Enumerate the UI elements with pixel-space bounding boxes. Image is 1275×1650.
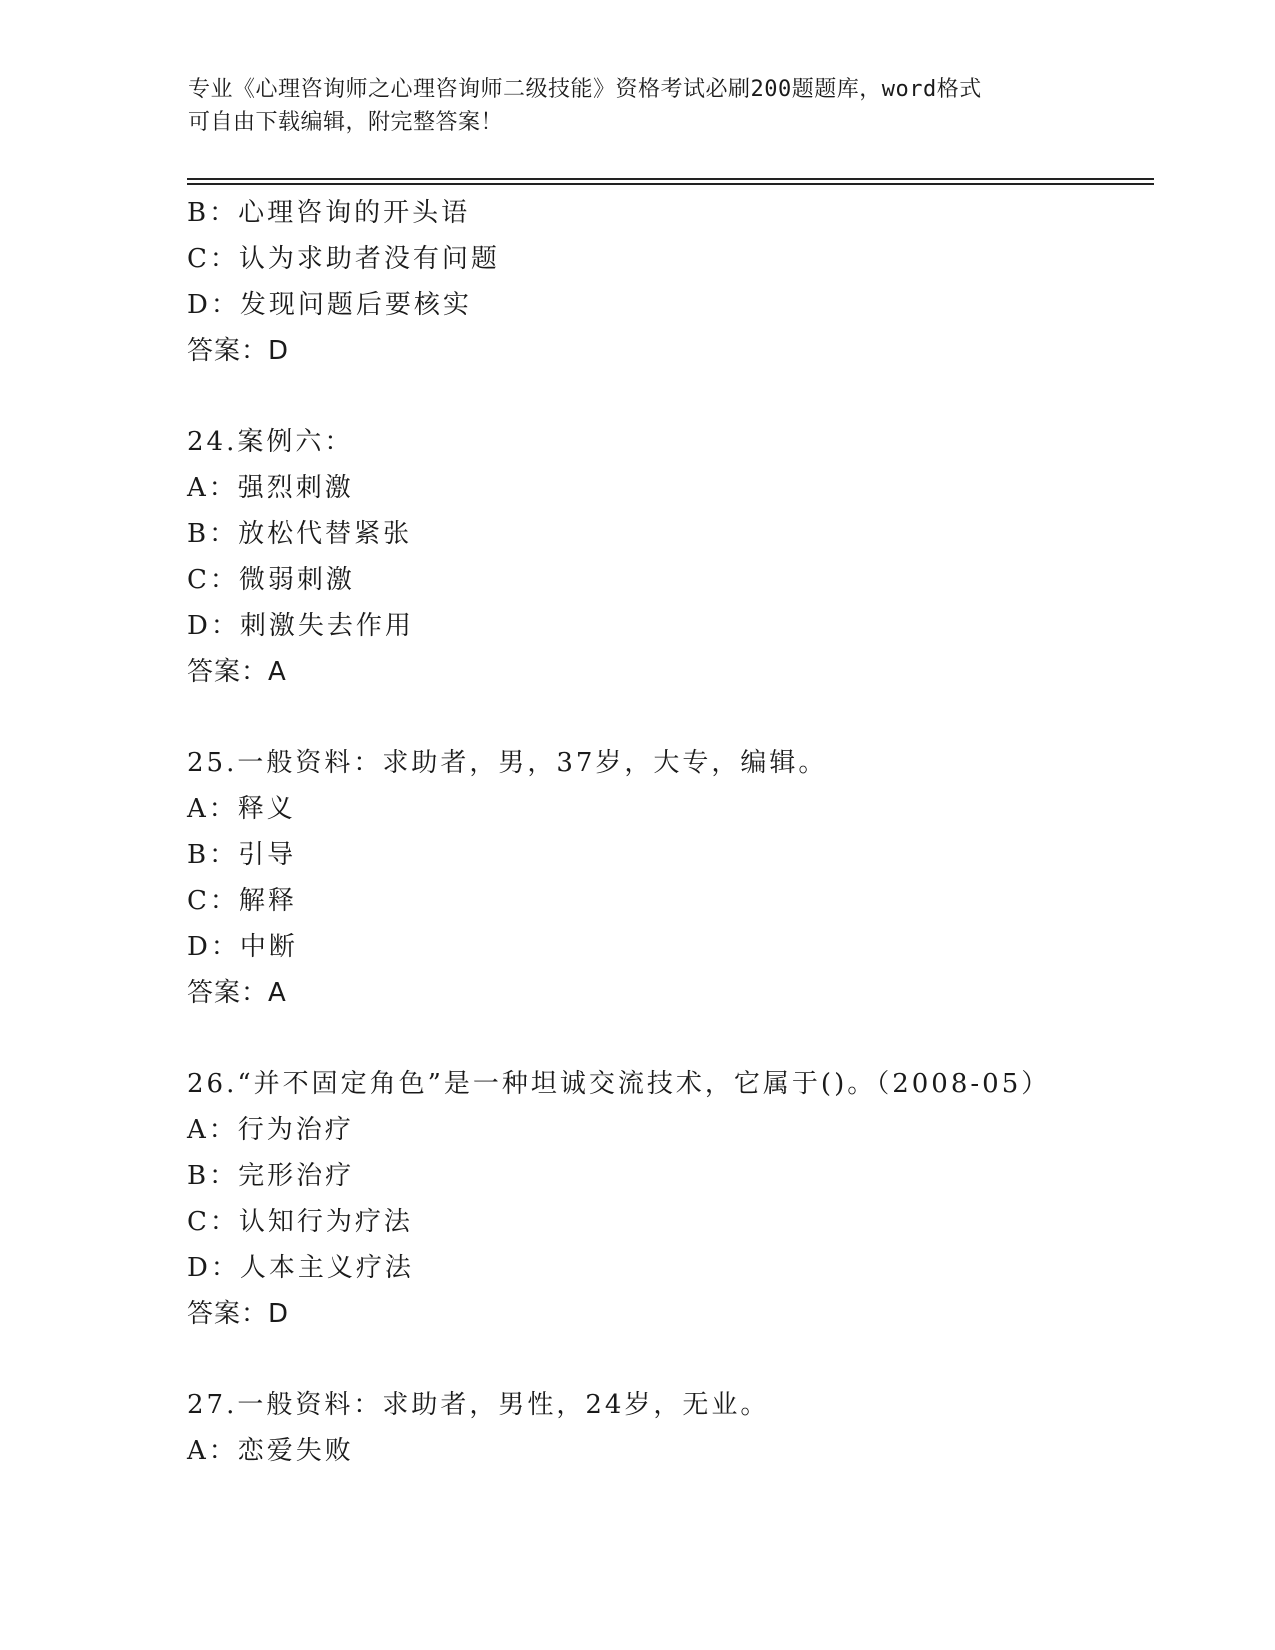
- option-b: B：放松代替紧张: [187, 519, 413, 549]
- option-c: C：认为求助者没有问题: [187, 244, 500, 274]
- option-d: D：刺激失去作用: [187, 611, 414, 641]
- option-c: C：解释: [187, 886, 297, 916]
- header-line-1: 专业《心理咨询师之心理咨询师二级技能》资格考试必刷200题题库，word格式: [188, 77, 982, 102]
- question-list: [187, 190, 1147, 1474]
- answer: 答案：D: [187, 336, 290, 366]
- answer: 答案：A: [187, 657, 287, 687]
- header-rule-bottom: [187, 183, 1154, 185]
- option-d: D：发现问题后要核实: [187, 290, 472, 320]
- question-stem: 27.一般资料：求助者，男性，24岁，无业。: [187, 1390, 770, 1420]
- question-stem: 24.案例六：: [187, 427, 354, 457]
- answer: 答案：A: [187, 978, 287, 1008]
- option-c: C：认知行为疗法: [187, 1207, 413, 1237]
- question-stem: 26.“并不固定角色”是一种坦诚交流技术，它属于()。（2008-05）: [187, 1069, 1051, 1099]
- answer: 答案：D: [187, 1299, 290, 1329]
- option-a: A：行为治疗: [187, 1115, 354, 1145]
- question-block: [187, 1382, 1147, 1474]
- question-block: [187, 740, 1147, 1016]
- option-c: C：微弱刺激: [187, 565, 355, 595]
- question-block: [187, 190, 1147, 374]
- option-b: B：完形治疗: [187, 1161, 355, 1191]
- option-a: A：强烈刺激: [187, 473, 354, 503]
- option-b: B：心理咨询的开头语: [187, 198, 471, 228]
- option-d: D：人本主义疗法: [187, 1253, 414, 1283]
- option-b: B：引导: [187, 840, 297, 870]
- option-d: D：中断: [187, 932, 298, 962]
- question-block: [187, 1061, 1147, 1337]
- header-rule-top: [187, 178, 1154, 180]
- document-header: [188, 73, 1088, 139]
- question-block: [187, 419, 1147, 695]
- header-line-2: 可自由下载编辑，附完整答案！: [188, 110, 504, 135]
- question-stem: 25.一般资料：求助者，男，37岁，大专，编辑。: [187, 748, 828, 778]
- option-a: A：释义: [187, 794, 296, 824]
- option-a: A：恋爱失败: [187, 1436, 354, 1466]
